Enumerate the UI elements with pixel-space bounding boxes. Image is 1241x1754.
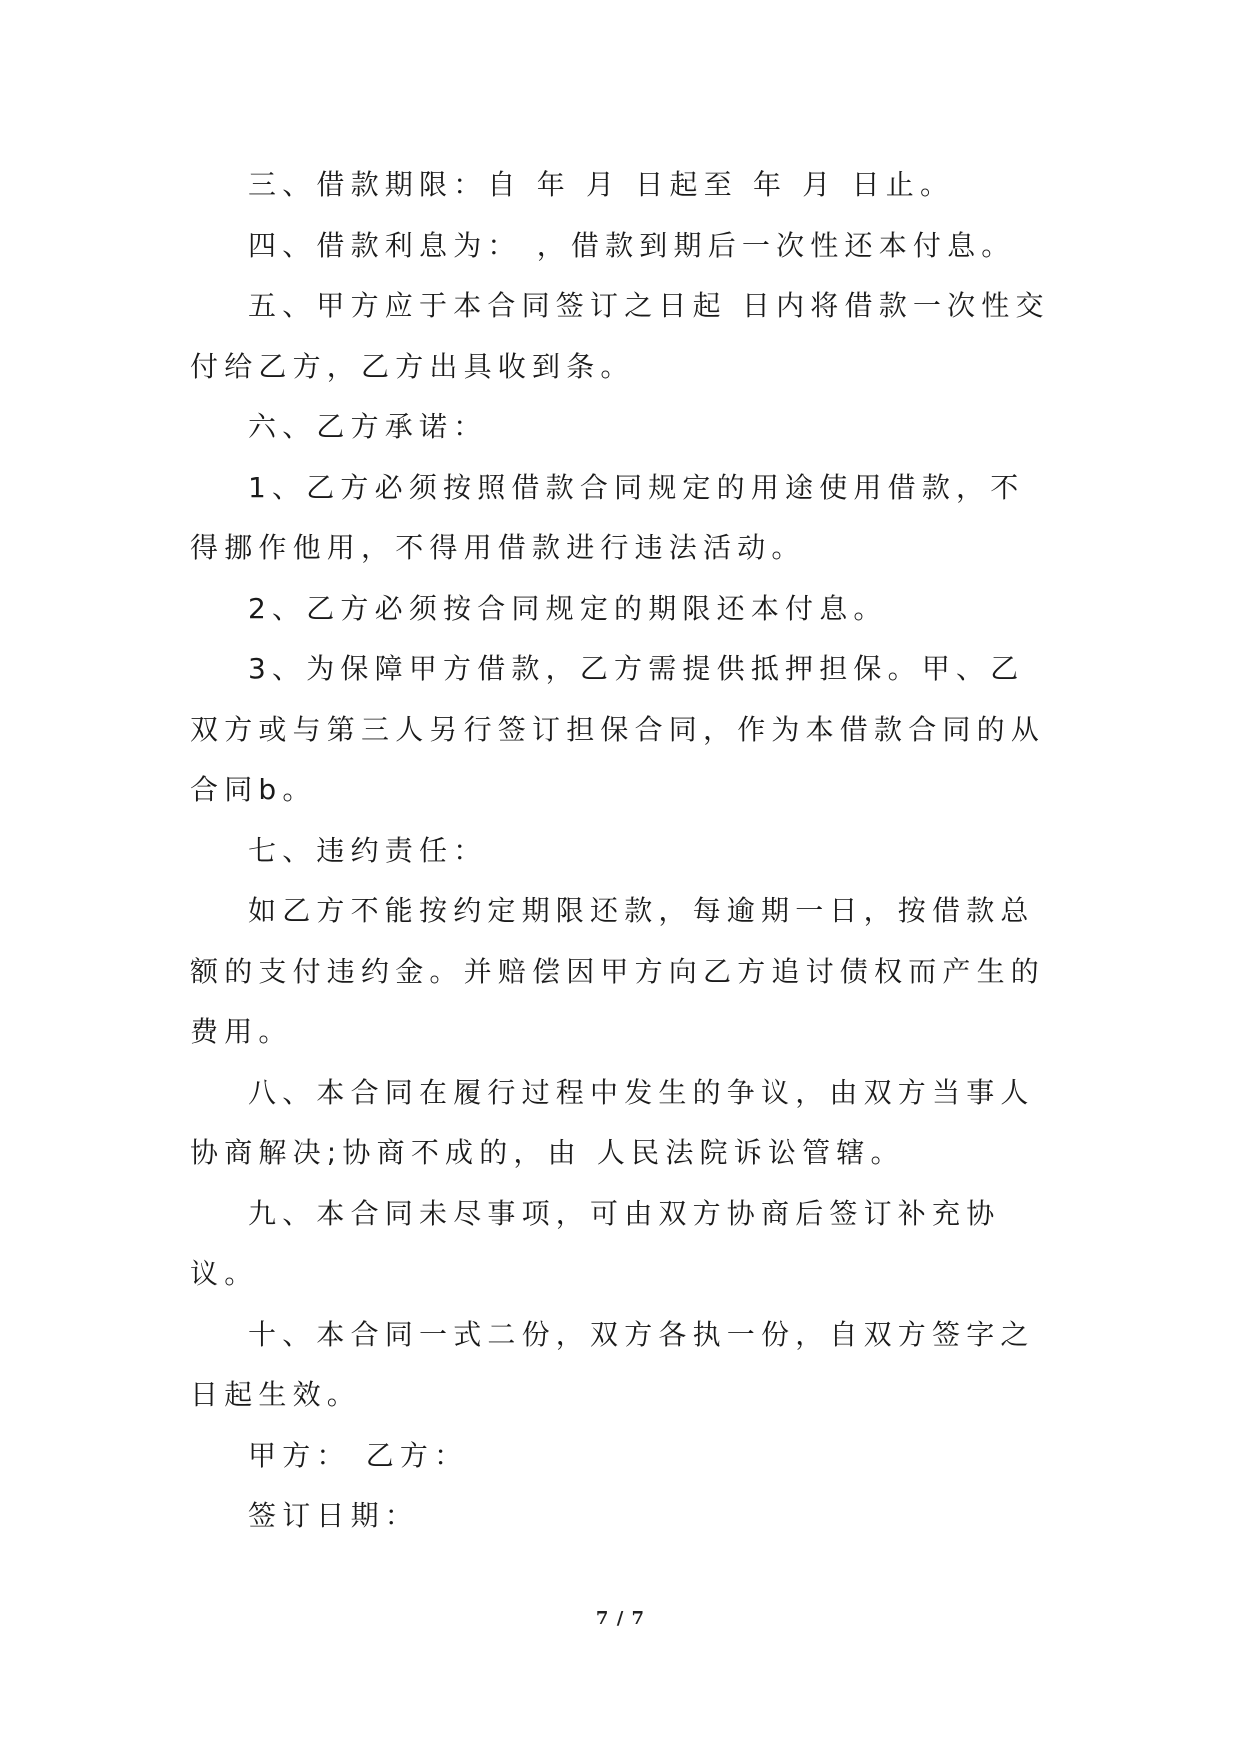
promise-item-3: 3、为保障甲方借款，乙方需提供抵押担保。甲、乙双方或与第三人另行签订担保合同，作为本借款合同的从合同b。 (190, 652, 1046, 806)
page-number: 7 / 7 (595, 1608, 646, 1629)
clause-delivery: 五、甲方应于本合同签订之日起 日内将借款一次性交付给乙方，乙方出具收到条。 (190, 289, 1050, 383)
clause-supplement: 九、本合同未尽事项，可由双方协商后签订补充协议。 (190, 1196, 1001, 1290)
signature-parties: 甲方： 乙方： (248, 1438, 469, 1472)
clause-liability-heading: 七、违约责任： (248, 833, 488, 867)
clause-interest: 四、借款利息为： ，借款到期后一次性还本付息。 (248, 228, 1016, 262)
document-body (190, 155, 1058, 1547)
clause-promise-heading: 六、乙方承诺： (248, 410, 488, 443)
clause-loan-term: 三、借款期限：自 年 月 日起至 年 月 日止。 (248, 168, 955, 201)
clause-dispute: 八、本合同在履行过程中发生的争议，由双方当事人协商解决;协商不成的，由 人民法院诉讼管辖。 (190, 1075, 1035, 1169)
liability-text: 如乙方不能按约定期限还款，每逾期一日，按借款总额的支付违约金。并赔偿因甲方向乙方追讨债权而产生的费用。 (190, 894, 1046, 1048)
signing-date: 签订日期： (248, 1499, 420, 1532)
promise-item-1: 1、乙方必须按照借款合同规定的用途使用借款，不得挪作他用，不得用借款进行违法活动。 (190, 470, 1025, 564)
promise-item-2: 2、乙方必须按合同规定的期限还本付息。 (248, 591, 888, 625)
clause-copies: 十、本合同一式二份，双方各执一份，自双方签字之日起生效。 (190, 1317, 1035, 1411)
